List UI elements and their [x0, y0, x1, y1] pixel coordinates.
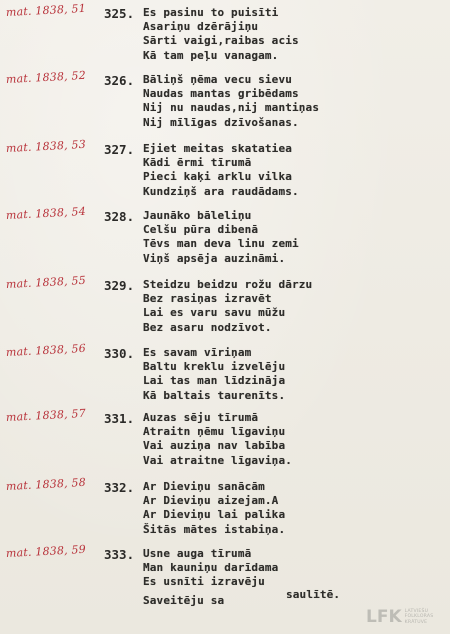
verse-line: Auzas sēju tīrumā [143, 411, 259, 424]
song-text [143, 142, 443, 199]
song-number: 325. [104, 6, 135, 21]
verse-line: Bez rasiņas izravēt [143, 292, 272, 306]
logo-mark-text: LFK [366, 606, 402, 627]
verse-line: Vai auziņa nav labība [143, 439, 286, 453]
verse-line: Lai tas man līdzināja [143, 374, 286, 388]
song-number: 329. [104, 278, 135, 293]
verse-line: Ejiet meitas skatatiea [143, 142, 292, 155]
verse-line: Lai es varu savu mūžu [143, 306, 286, 320]
verse-line: Vai atraitne līgaviņa. [143, 453, 292, 467]
verse-line: Ar Dieviņu sanācām [143, 480, 265, 493]
verse-line: Asariņu dzērājiņu [143, 20, 259, 34]
verse-line: Nij mīlīgas dzīvošanas. [143, 115, 299, 129]
song-text [143, 411, 443, 468]
verse-line: Viņš apsēja auzināmi. [143, 251, 286, 265]
song-text [143, 209, 443, 266]
verse-line: Steidzu beidzu rožu dārzu [143, 278, 313, 291]
verse-line: Bāliņš ņēma vecu sievu [143, 73, 292, 86]
archive-reference: mat. 1838, 59 [5, 542, 87, 560]
verse-line: Kādi ērmi tīrumā [143, 156, 252, 170]
verse-line: Ar Dieviņu aizejam.A [143, 494, 279, 508]
song-text [143, 73, 443, 130]
verse-line-insertion: saulītē. [286, 587, 341, 601]
archive-reference: mat. 1838, 52 [5, 68, 87, 86]
song-number: 327. [104, 142, 135, 157]
song-number: 332. [104, 480, 135, 495]
verse-line: Baltu kreklu izvelēju [143, 360, 286, 374]
song-text [143, 480, 443, 537]
archive-reference: mat. 1838, 58 [5, 475, 87, 493]
verse-line: Kundziņš ara raudādams. [143, 184, 299, 198]
verse-line: Naudas mantas gribēdams [143, 87, 299, 101]
archive-reference: mat. 1838, 53 [5, 137, 87, 155]
verse-line: Usne auga tīrumā [143, 547, 252, 560]
verse-line: Šitās mātes istabiņa. [143, 522, 286, 536]
song-number: 328. [104, 209, 135, 224]
verse-line: Es savam vīriņam [143, 346, 252, 359]
verse-line: Jaunāko bāleliņu [143, 209, 252, 222]
song-text [143, 278, 443, 335]
song-text [143, 547, 443, 608]
verse-line: Kā baltais taurenīts. [143, 388, 286, 402]
verse-line: Nij nu naudas,nij mantiņas [143, 101, 320, 115]
song-number: 333. [104, 547, 135, 562]
verse-line: Atraitn ņēmu līgaviņu [143, 425, 286, 439]
logo-mark [366, 606, 402, 627]
song-number: 326. [104, 73, 135, 88]
song-text [143, 346, 443, 403]
verse-line: Celšu pūra dibenā [143, 223, 259, 237]
verse-line: Kā tam peļu vanagam. [143, 48, 279, 62]
verse-line-main: Saveitēju sa [143, 593, 225, 607]
verse-line: Pieci kaķi arklu vilka [143, 170, 292, 184]
archive-reference: mat. 1838, 55 [5, 273, 87, 291]
archive-logo [366, 604, 446, 630]
verse-line: Bez asaru nodzīvot. [143, 320, 272, 334]
verse-line: Es usnīti izravēju [143, 575, 265, 589]
logo-text-line: KRĀTUVE [404, 619, 428, 625]
verse-line: Es pasinu to puisīti [143, 6, 279, 19]
verse-line: Man kauniņu darīdama [143, 561, 279, 575]
verse-line: Ar Dieviņu lai palika [143, 508, 286, 522]
archive-reference: mat. 1838, 51 [5, 1, 87, 19]
logo-text [405, 609, 434, 626]
logo-text-line: FOLKLORAS [404, 614, 434, 620]
archive-reference: mat. 1838, 56 [5, 341, 87, 359]
archive-reference: mat. 1838, 57 [5, 406, 87, 424]
song-number: 330. [104, 346, 135, 361]
archive-reference: mat. 1838, 54 [5, 204, 87, 222]
song-text [143, 6, 443, 63]
verse-line: Tēvs man deva linu zemi [143, 237, 299, 251]
verse-line: Sārti vaigi,raibas acis [143, 34, 299, 48]
song-number: 331. [104, 411, 135, 426]
logo-text-line: LATVIEŠU [404, 608, 429, 614]
